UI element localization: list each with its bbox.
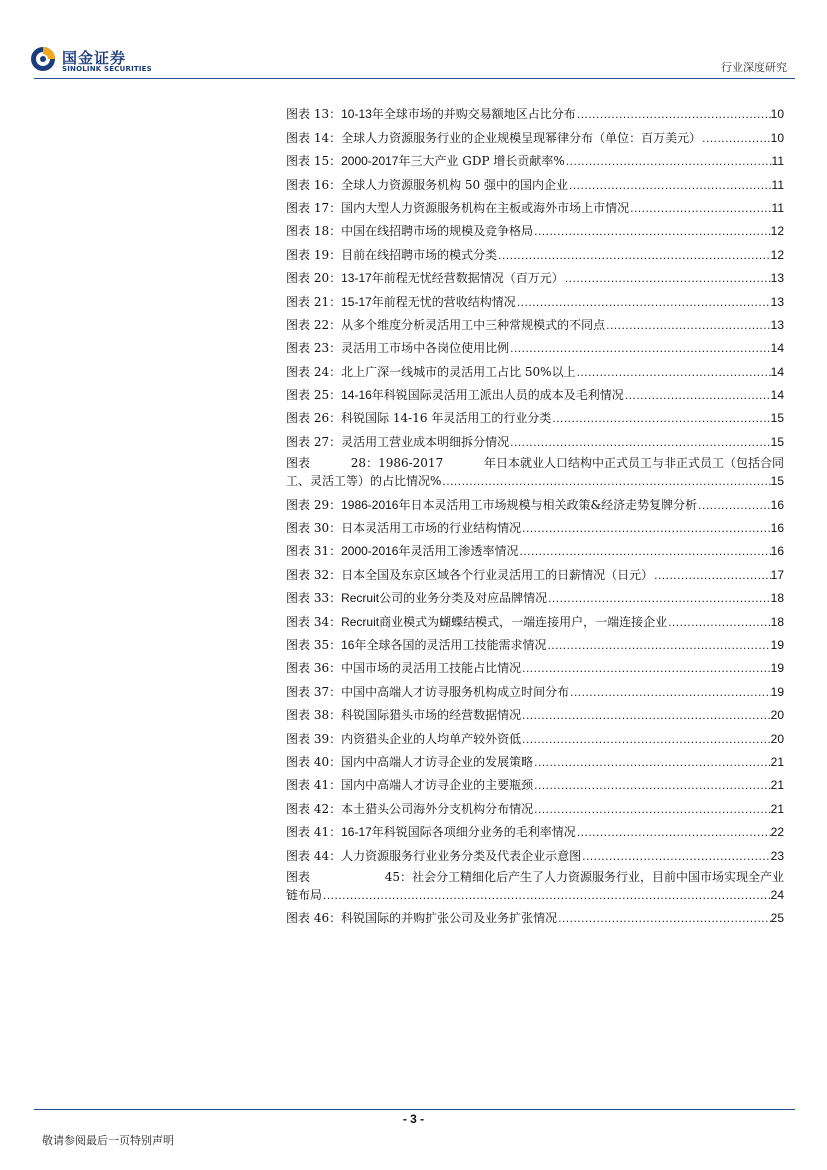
toc-entry[interactable] [286, 450, 784, 489]
toc-figure-label: 图表 29： [286, 497, 342, 512]
toc-entry[interactable] [286, 864, 784, 903]
toc-entry-title [286, 271, 564, 286]
toc-figure-number-text: Recruit [341, 614, 380, 629]
toc-leader-dots [564, 271, 771, 286]
toc-entry-title [286, 107, 576, 122]
toc-entry-line1 [286, 455, 784, 471]
toc-figure-label: 图表 14： [286, 130, 342, 145]
toc-leader-dots [521, 661, 771, 676]
toc-figure-title: 科锐国际 14-16 年灵活用工的行业分类 [341, 411, 552, 426]
toc-page-number: 16 [770, 521, 784, 536]
toc-entry[interactable] [286, 122, 784, 145]
toc-leader-dots [322, 887, 771, 903]
toc-page-number: 12 [770, 247, 784, 262]
toc-entry-title: 链布局 [286, 887, 323, 902]
toc-figure-label: 图表 18： [286, 224, 342, 239]
toc-figure-title: 北上广深一线城市的灵活用工占比 50%以上 [341, 364, 576, 379]
toc-figure-title: 人力资源服务行业业务分类及代表企业示意图 [341, 848, 582, 863]
toc-page-number: 19 [770, 661, 784, 676]
toc-figure-title: 国内大型人力资源服务机构在主板或海外市场上市情况 [341, 200, 630, 215]
toc-leader-dots [576, 365, 771, 380]
page-number: - 3 - [402, 1112, 425, 1126]
toc-page-number: 11 [771, 200, 784, 215]
toc-figure-title: 年日本灵活用工市场规模与相关政策&经济走势复牌分析 [398, 497, 698, 512]
toc-leader-dots [697, 498, 770, 513]
header-divider [34, 78, 795, 79]
toc-entry-title [286, 591, 547, 606]
toc-figure-label: 图表 38： [286, 708, 342, 723]
toc-figure-label: 图表 15： [286, 154, 342, 169]
toc-figure-label: 图表 21： [286, 294, 342, 309]
toc-figure-title: 科锐国际的并购扩张公司及业务扩张情况 [341, 911, 558, 926]
toc-figure-label: 图表 24： [286, 364, 342, 379]
toc-leader-dots [576, 107, 771, 122]
toc-leader-dots [533, 755, 771, 770]
toc-entry-title [286, 295, 516, 310]
toc-figure-number-text: 10-13 [341, 107, 372, 122]
figure-list [286, 99, 784, 926]
toc-figure-label: 图表 13： [286, 107, 342, 122]
toc-entry-title [286, 224, 533, 239]
toc-entry-title [286, 638, 546, 653]
toc-entry-title [286, 685, 569, 700]
toc-leader-dots [565, 154, 772, 169]
toc-figure-title: 从多个维度分析灵活用工中三种常规模式的不同点 [341, 317, 606, 332]
toc-entry-title [286, 911, 557, 926]
toc-entry[interactable] [286, 426, 784, 449]
toc-page-number: 23 [770, 848, 784, 863]
toc-page-number: 13 [770, 271, 784, 286]
toc-figure-title: 中国在线招聘市场的规模及竞争格局 [341, 224, 534, 239]
toc-entry-title [286, 341, 509, 356]
toc-entry[interactable] [286, 356, 784, 379]
toc-figure-label: 图表 42： [286, 801, 342, 816]
toc-figure-number-text: 14-16 [341, 388, 372, 403]
toc-figure-label: 图表 25： [286, 388, 342, 403]
toc-figure-label: 图表 44： [286, 848, 342, 863]
toc-entry-title [286, 201, 629, 216]
toc-page-number: 13 [770, 317, 784, 332]
toc-entry[interactable] [286, 903, 784, 926]
toc-figure-title: 目前在线招聘市场的模式分类 [341, 247, 498, 262]
toc-figure-label: 图表 31： [286, 544, 342, 559]
toc-figure-title: 全球人力资源服务行业的企业规模呈现幂律分布（单位：百万美元） [341, 130, 702, 145]
toc-entry[interactable] [286, 286, 784, 309]
toc-entry[interactable] [286, 263, 784, 286]
toc-page-number: 19 [770, 684, 784, 699]
toc-entry[interactable] [286, 770, 784, 793]
toc-leader-dots [521, 521, 771, 536]
toc-page-number: 15 [770, 411, 784, 426]
toc-entry[interactable] [286, 169, 784, 192]
toc-figure-label: 图表 33： [286, 591, 342, 606]
toc-entry-title [286, 411, 551, 426]
toc-page-number: 19 [770, 637, 784, 652]
toc-figure-title: 年科锐国际灵活用工派出人员的成本及毛利情况 [371, 388, 624, 403]
toc-entry-line1 [286, 869, 784, 885]
toc-entry[interactable] [286, 380, 784, 403]
toc-leader-dots [497, 248, 771, 263]
toc-leader-dots [533, 224, 771, 239]
toc-leader-dots [441, 473, 770, 489]
toc-entry[interactable] [286, 817, 784, 840]
toc-entry-title [286, 131, 701, 146]
toc-entry-title [286, 825, 576, 840]
toc-figure-title: 商业模式为蝴蝶结模式，一端连接用户，一端连接企业 [379, 614, 668, 629]
toc-leader-dots [605, 318, 771, 333]
toc-page-number: 17 [770, 567, 784, 582]
toc-leader-dots [667, 615, 771, 630]
toc-page-number: 10 [770, 130, 784, 145]
toc-page-number: 14 [770, 388, 784, 403]
toc-entry-title [286, 248, 497, 263]
toc-entry-title [286, 568, 653, 583]
toc-figure-number-text: 16-17 [341, 825, 372, 840]
toc-entry-line2 [286, 885, 784, 903]
toc-entry-title [286, 318, 605, 333]
toc-entry[interactable] [286, 146, 784, 169]
toc-entry-title [286, 521, 521, 536]
toc-page-number: 11 [771, 154, 784, 169]
toc-page-number: 22 [770, 825, 784, 840]
toc-figure-number-text: 15-17 [341, 294, 372, 309]
toc-leader-dots [624, 388, 771, 403]
toc-figure-label: 图表 30： [286, 521, 342, 536]
toc-entry-title [286, 849, 581, 864]
toc-entry[interactable] [286, 700, 784, 723]
toc-figure-label: 图表 20： [286, 271, 342, 286]
toc-page-number: 16 [770, 497, 784, 512]
toc-figure-title: 国内中高端人才访寻企业的发展策略 [341, 754, 534, 769]
toc-leader-dots [509, 435, 771, 450]
toc-figure-title: 年全球各国的灵活用工技能需求情况 [354, 637, 547, 652]
toc-entry-title [286, 154, 565, 169]
toc-figure-label: 图表 37： [286, 684, 342, 699]
toc-entry-segment: 45：社会分工精细化后产生了人力资源服务行业，目前中国市场实现全产业 [384, 869, 784, 884]
toc-entry[interactable] [286, 216, 784, 239]
toc-figure-title: 公司的业务分类及对应品牌情况 [379, 591, 548, 606]
toc-figure-label: 图表 22： [286, 317, 342, 332]
toc-leader-dots [519, 544, 771, 559]
toc-figure-number-text: 16 [341, 637, 355, 652]
toc-entry-segment: 图表 [286, 869, 311, 884]
toc-page-number: 25 [770, 911, 784, 926]
toc-leader-dots [653, 568, 771, 583]
toc-entry-title [286, 498, 697, 513]
toc-entry[interactable] [286, 489, 784, 512]
toc-figure-number-text: 1986-2016 [341, 497, 399, 512]
toc-figure-title: 日本灵活用工市场的行业结构情况 [341, 521, 522, 536]
toc-leader-dots [629, 201, 771, 216]
toc-entry[interactable] [286, 310, 784, 333]
toc-entry-line2 [286, 471, 784, 489]
logo-english-name: SINOLINK SECURITIES [62, 65, 152, 73]
toc-page-number: 15 [770, 474, 784, 489]
toc-figure-label: 图表 23： [286, 341, 342, 356]
toc-figure-title: 本土猎头公司海外分支机构分布情况 [341, 801, 534, 816]
toc-entry-title: 工、灵活工等）的占比情况% [286, 474, 442, 489]
disclaimer: 敬请参阅最后一页特别声明 [42, 1134, 174, 1147]
toc-figure-number-text: 13-17 [341, 271, 372, 286]
toc-page-number: 12 [770, 224, 784, 239]
toc-entry-title [286, 365, 576, 380]
toc-page-number: 21 [770, 778, 784, 793]
toc-leader-dots [557, 911, 771, 926]
toc-figure-label: 图表 36： [286, 661, 342, 676]
toc-leader-dots [701, 131, 771, 146]
toc-leader-dots [576, 825, 771, 840]
toc-entry-segment: 年日本就业人口结构中正式员工与非正式员工（包括合同 [483, 455, 784, 470]
toc-page-number: 21 [770, 801, 784, 816]
toc-leader-dots [509, 341, 771, 356]
toc-figure-label: 图表 46： [286, 911, 342, 926]
toc-leader-dots [569, 685, 771, 700]
toc-figure-number-text: Recruit [341, 591, 380, 606]
toc-figure-label: 图表 17： [286, 200, 342, 215]
toc-figure-label: 图表 40： [286, 754, 342, 769]
toc-entry-title [286, 544, 519, 559]
toc-entry[interactable] [286, 676, 784, 699]
toc-entry-title [286, 178, 568, 193]
toc-figure-title: 中国中高端人才访寻服务机构成立时间分布 [341, 684, 570, 699]
toc-figure-title: 年全球市场的并购交易额地区占比分布 [371, 107, 576, 122]
toc-entry[interactable] [286, 840, 784, 863]
toc-figure-label: 图表 34： [286, 614, 342, 629]
toc-page-number: 15 [770, 434, 784, 449]
toc-figure-number-text: 2000-2017 [341, 154, 399, 169]
toc-leader-dots [533, 802, 771, 817]
toc-entry[interactable] [286, 747, 784, 770]
toc-entry[interactable] [286, 653, 784, 676]
toc-leader-dots [581, 849, 771, 864]
toc-figure-title: 年灵活用工渗透率情况 [398, 544, 519, 559]
toc-entry-title [286, 755, 533, 770]
toc-leader-dots [533, 778, 771, 793]
toc-entry[interactable] [286, 630, 784, 653]
toc-entry[interactable] [286, 513, 784, 536]
toc-page-number: 14 [770, 341, 784, 356]
toc-entry[interactable] [286, 536, 784, 559]
toc-entry-title [286, 802, 533, 817]
toc-leader-dots [551, 411, 770, 426]
footer-divider [34, 1109, 795, 1110]
toc-leader-dots [568, 178, 772, 193]
toc-figure-label: 图表 41： [286, 825, 342, 840]
toc-leader-dots [521, 708, 771, 723]
toc-entry-title [286, 615, 667, 630]
toc-entry-segment: 图表 [286, 455, 311, 470]
toc-page-number: 24 [770, 887, 784, 902]
toc-figure-title: 灵活用工市场中各岗位使用比例 [341, 341, 510, 356]
toc-figure-title: 全球人力资源服务机构 50 强中的国内企业 [341, 177, 568, 192]
toc-page-number: 14 [770, 364, 784, 379]
toc-figure-label: 图表 41： [286, 778, 342, 793]
toc-figure-title: 内资猎头企业的人均单产较外资低 [341, 731, 522, 746]
toc-figure-label: 图表 39： [286, 731, 342, 746]
company-logo [30, 46, 180, 78]
toc-page-number: 21 [770, 754, 784, 769]
toc-entry[interactable] [286, 239, 784, 262]
toc-page-number: 20 [770, 731, 784, 746]
logo-chinese-name: 国金证券 [62, 49, 127, 67]
toc-figure-label: 图表 35： [286, 637, 342, 652]
toc-figure-title: 中国市场的灵活用工技能占比情况 [341, 661, 522, 676]
toc-page-number: 16 [770, 544, 784, 559]
toc-figure-title: 日本全国及东京区域各个行业灵活用工的日薪情况（日元） [341, 567, 654, 582]
toc-entry-title [286, 388, 624, 403]
toc-entry-segment: 28：1986-2017 [350, 455, 444, 470]
toc-figure-title: 国内中高端人才访寻企业的主要瓶颈 [341, 778, 534, 793]
page-header [0, 0, 827, 80]
toc-leader-dots [546, 638, 770, 653]
toc-figure-title: 年科锐国际各项细分业务的毛利率情况 [371, 825, 576, 840]
toc-figure-label: 图表 16： [286, 177, 342, 192]
toc-page-number: 10 [770, 107, 784, 122]
toc-page-number: 18 [770, 591, 784, 606]
toc-leader-dots [547, 591, 771, 606]
report-type: 行业深度研究 [721, 61, 787, 74]
toc-entry[interactable] [286, 193, 784, 216]
toc-page-number: 20 [770, 708, 784, 723]
toc-entry[interactable] [286, 559, 784, 582]
toc-entry[interactable] [286, 333, 784, 356]
toc-leader-dots [516, 295, 771, 310]
toc-entry[interactable] [286, 99, 784, 122]
toc-entry[interactable] [286, 606, 784, 629]
toc-entry[interactable] [286, 583, 784, 606]
toc-figure-number-text: 2000-2016 [341, 544, 399, 559]
toc-entry-title [286, 708, 521, 723]
toc-entry-title [286, 778, 533, 793]
toc-figure-label: 图表 26： [286, 411, 342, 426]
toc-entry[interactable] [286, 793, 784, 816]
toc-entry-title [286, 661, 521, 676]
toc-figure-label: 图表 32： [286, 567, 342, 582]
toc-figure-title: 科锐国际猎头市场的经营数据情况 [341, 708, 522, 723]
toc-figure-label: 图表 19： [286, 247, 342, 262]
toc-figure-label: 图表 27： [286, 434, 342, 449]
toc-page-number: 18 [770, 614, 784, 629]
toc-leader-dots [521, 732, 771, 747]
toc-entry[interactable] [286, 723, 784, 746]
toc-figure-title: 年前程无忧经营数据情况（百万元） [371, 271, 564, 286]
toc-entry-title [286, 732, 521, 747]
toc-entry-title [286, 435, 509, 450]
toc-figure-title: 灵活用工营业成本明细拆分情况 [341, 434, 510, 449]
toc-page-number: 11 [771, 177, 784, 192]
toc-page-number: 13 [770, 294, 784, 309]
toc-entry[interactable] [286, 403, 784, 426]
logo-mark-icon [30, 46, 56, 72]
toc-figure-title: 年前程无忧的营收结构情况 [371, 294, 516, 309]
toc-figure-title: 年三大产业 GDP 增长贡献率% [398, 154, 565, 169]
